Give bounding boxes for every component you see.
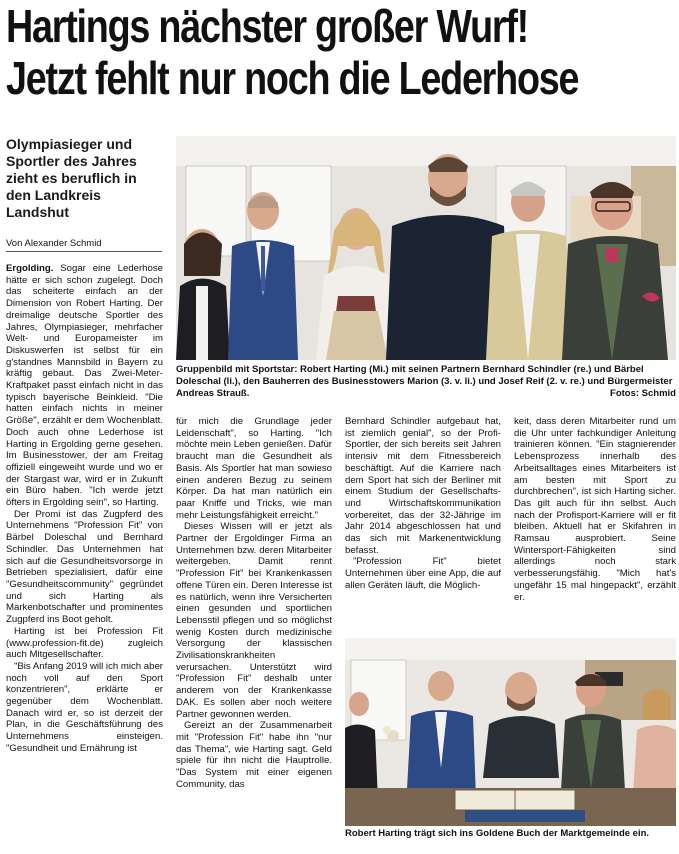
headline: [6, 0, 579, 104]
group-photo-illustration: [176, 136, 676, 360]
main-photo-caption: [176, 364, 676, 400]
article-paragraph: Ergolding. Sogar eine Lederhose hätte er sich schon zugelegt. Doch das scheiterte einfach an der Dimension von Robert Harting. Der dreimalige deutsche Sportler des Jahres, Olympiasieger, mehrfacher Welt- und Europameister im Diskuswerfen ist selbst für ein g'standnes Mannsbild in Bayern zu kräftig gebaut. Das Zwei-Meter-Kraftpaket passt einfach nicht in das typisch bayerische Beinkleid. "Die hatten einfach nichts in meiner Größe", erzählt er dem Wochenblatt. Doch auch ohne Lederhose ist Harting in Ergolding gerne gesehen. Im Businesstower, der am Freitag offiziell eingeweiht wurde und wo er der Stargast war, wird er in Zukunft ein Büro haben. "Ich werde jetzt öfters in Ergolding sein", so Harting.: [6, 263, 163, 509]
golden-book-photo: [345, 638, 676, 826]
article-paragraph: "Bis Anfang 2019 will ich mich aber noch voll auf den Sport konzentrieren", erklärte er gegenüber dem Wochenblatt. Danach wird er, so ist derzeit der Plan, in die Geschäftsführung des Unternehmens einsteigen. "Gesundheit und Ernährung ist: [6, 660, 163, 754]
subheadline: Olympiasieger und Sportler des Jahres zieht es beruflich in den Landkreis Landshut: [6, 136, 137, 220]
dateline: Ergolding.: [6, 263, 54, 274]
article-paragraph: Gereizt an der Zusammenarbeit mit "Profession Fit" habe ihn "nur das Thema", wie Harting sagt. Geld spiele für ihn nicht die Hauptrolle. "Das System mit einer eigenen Community, das: [176, 720, 332, 790]
group-photo: [176, 136, 676, 360]
byline: Von Alexander Schmid: [6, 238, 162, 252]
article-paragraph: Der Promi ist das Zugpferd des Unternehmens "Profession Fit" von Bärbel Doleschal und Bernhard Schindler. Das Unternehmen hat sich auf die Gesundheitsvorsorge in Betrieben spezialisiert, dafür eine "Gesundheitscommunity" gegründet und sich Harting als Markenbotschafter und prominentes Zugpferd ins Boot geholt.: [6, 508, 163, 626]
headline-line-2: Jetzt fehlt nur noch die Lederhose: [6, 52, 579, 104]
article-column-4: [514, 416, 676, 631]
main-caption-text: Gruppenbild mit Sportstar: Robert Harting (Mi.) mit seinen Partnern Bernhard Schindler (re.) und Bärbel Doleschal (li.), den Bauherren des Businesstowers Marion (3. v. li.) und Josef Reif (2. v. re.) und Bürgermeister Andreas Strauß.: [176, 364, 673, 399]
article-paragraph: Dieses Wissen will er jetzt als Partner der Ergoldinger Firma an Unternehmen bzw. deren Mitarbeiter weitergeben. Damit rennt "Profession Fit" bei Krankenkassen offene Türen ein. Deren Interesse ist es natürlich, wenn ihre Versicherten einen gesunden und sportlichen Lebensstil pflegen und so möglichst wenig Kosten durch medizinische Versorgung der klassischen Zivilisationskrankheiten verursachen. Unterstützt wird "Profession Fit" deshalb unter anderem von der Krankenkasse DAK. Es sollen aber noch weitere Partner gewonnen werden.: [176, 521, 332, 720]
article-paragraph: "Profession Fit" bietet Unternehmen über eine App, die auf allen Geräten läuft, die Möglich-: [345, 556, 501, 591]
article-column-3: [345, 416, 501, 631]
article-paragraph: keit, dass deren Mitarbeiter rund um die Uhr unter fachkundiger Anleitung trainieren können. "Ein stagnierender Lebensprozess innerhalb des Arbeitsalltages eines Mitarbeiters ist am besten mit Sport zu durchbrechen", ist sich Harting sicher. Das gilt auch für ihn selbst. Auch nach der Profisport-Karriere will er fit bleiben. Aktuell hat er Skifahren in Ramsau ausprobiert. Seine Wintersport-Fähigkeiten sind allerdings noch stark verbesserungsfähig. "Mich hat's ungefähr 15 mal hingepackt", erzählt er.: [514, 416, 676, 603]
article-paragraph: für mich die Grundlage jeder Leidenschaft", so Harting. "Ich möchte mein Leben genießen. Dafür braucht man die Gesundheit als Basis. Als Sportler hat man sowieso einen anderen Bezug zu seinem Körper. Da hat man natürlich ein paar Kniffe und Tricks, wie man mehr Leistungsfähigkeit erreicht.": [176, 416, 332, 521]
article-column-2: [176, 416, 332, 854]
article-paragraph: Bernhard Schindler aufgebaut hat, ist ziemlich genial", so der Profi-Sportler, der sich bereits seit Jahren intensiv mit dem Fitnessbereich beschäftigt. Auf die Karriere nach dem Sport hat sich der Berliner mit einem Studium der Gesellschafts- und Wirtschaftskommunikation vorbereitet, das der 32-Jährige im Jahr 2014 abgeschlossen hat und das sich mit Markenentwicklung befasst.: [345, 416, 501, 556]
photo-credit: Fotos: Schmid: [610, 388, 676, 399]
article-paragraph: Harting ist bei Profession Fit (www.profession-fit.de) zugleich auch Mitgesellschafter.: [6, 625, 163, 661]
golden-book-illustration: [345, 638, 676, 826]
headline-line-1: Hartings nächster großer Wurf!: [6, 0, 528, 52]
golden-book-caption: Robert Harting trägt sich ins Goldene Buch der Marktgemeinde ein.: [345, 828, 650, 839]
article-column-1: [6, 263, 163, 854]
